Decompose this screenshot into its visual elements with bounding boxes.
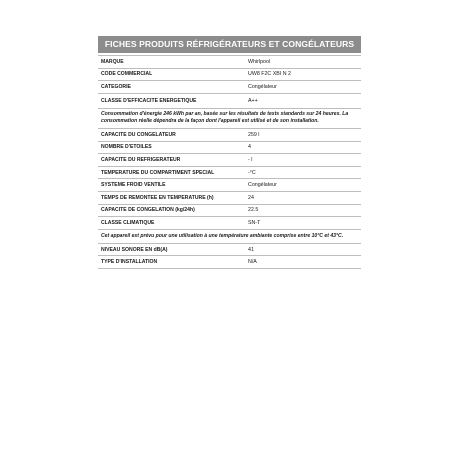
- spec-label: TEMPERATURE DU COMPARTIMENT SPECIAL: [101, 169, 215, 176]
- spec-value: 4: [248, 144, 251, 151]
- spec-value: 22.5: [248, 207, 259, 214]
- spec-value: - l: [248, 156, 253, 163]
- spec-row-climate-class: [98, 217, 361, 230]
- spec-value: N/A: [248, 259, 257, 266]
- spec-label: SYSTEME FROID VENTILE: [101, 182, 166, 189]
- spec-value: 41: [248, 246, 254, 253]
- spec-row-freezing-capacity: [98, 205, 361, 218]
- sheet-title: FICHES PRODUITS RÉFRIGÉRATEURS ET CONGÉLATEURS: [98, 36, 361, 53]
- spec-label: CAPACITE DU REFRIGERATEUR: [101, 156, 181, 163]
- spec-label: CAPACITE DU CONGELATEUR: [101, 131, 176, 138]
- spec-value: A++: [248, 97, 258, 104]
- spec-table: [98, 55, 361, 269]
- climate-note: Cet appareil est prévu pour une utilisation à une température ambiante comprise entre 10°C et 43°C.: [98, 230, 361, 244]
- spec-row-installation-type: [98, 256, 361, 269]
- spec-value: 24: [248, 194, 254, 201]
- spec-value: Congélateur: [248, 83, 277, 90]
- spec-row-stars: [98, 142, 361, 155]
- spec-row-fridge-capacity: [98, 154, 361, 167]
- spec-row-noise-level: [98, 244, 361, 257]
- spec-label: CATEGORIE: [101, 83, 131, 90]
- spec-row-temperature-rise-time: [98, 192, 361, 205]
- spec-label: CODE COMMERCIAL: [101, 71, 153, 78]
- spec-label: CAPACITE DE CONGELATION (kg/24h): [101, 207, 195, 214]
- spec-label: NIVEAU SONORE EN dB(A): [101, 246, 168, 253]
- spec-value: Whirlpool: [248, 58, 271, 65]
- spec-value: SN-T: [248, 219, 261, 226]
- product-sheet: [98, 36, 361, 269]
- energy-consumption-note: Consommation d'énergie 246 kWh par an, basée sur les résultats de tests standards sur 24 heures. La consommation réelle dépendra de la façon dont l'appareil est utilisé et de son installation.: [98, 109, 361, 129]
- spec-row-brand: [98, 55, 361, 69]
- spec-row-energy-class: [98, 94, 361, 109]
- spec-label: TYPE D'INSTALLATION: [101, 259, 158, 266]
- spec-label: NOMBRE D'ETOILES: [101, 144, 152, 151]
- spec-row-freezer-capacity: [98, 129, 361, 142]
- spec-row-special-compartment-temp: [98, 167, 361, 180]
- spec-value: -°C: [248, 169, 256, 176]
- spec-label: TEMPS DE REMONTEE EN TEMPERATURE (h): [101, 194, 214, 201]
- spec-row-category: [98, 81, 361, 94]
- spec-row-no-frost: [98, 179, 361, 192]
- spec-label: CLASSE D'EFFICACITE ENERGETIQUE: [101, 97, 197, 104]
- spec-label: MARQUE: [101, 58, 124, 65]
- spec-value: Congélateur: [248, 182, 277, 189]
- spec-value: UW8 F2C XBI N 2: [248, 71, 291, 78]
- spec-value: 259 l: [248, 131, 260, 138]
- spec-row-model: [98, 69, 361, 82]
- spec-label: CLASSE CLIMATIQUE: [101, 219, 155, 226]
